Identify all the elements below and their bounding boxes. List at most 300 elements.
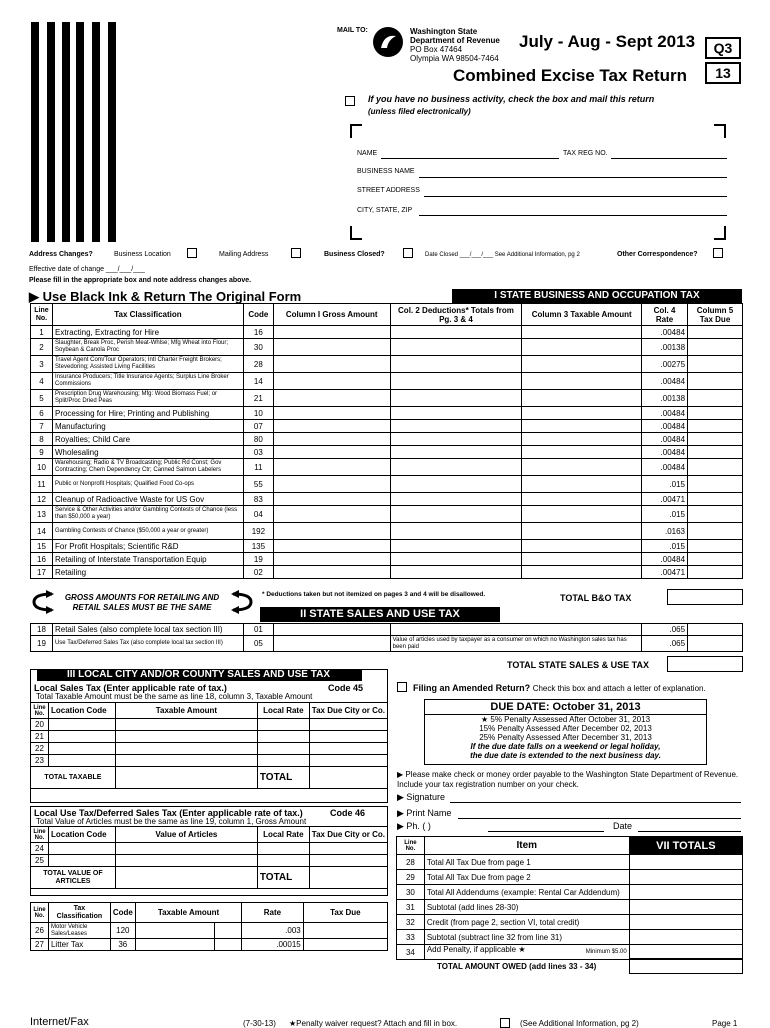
tax-due-field[interactable] <box>688 356 743 373</box>
tax-due-field[interactable] <box>688 373 743 390</box>
tax-code: 11 <box>243 459 273 476</box>
date-label: Date <box>613 821 633 831</box>
total-use-due-field[interactable] <box>309 867 387 889</box>
h-line: Line No. <box>31 304 53 326</box>
line-number: 18 <box>31 624 53 636</box>
local-use-code: Code 46 <box>330 808 366 818</box>
amount-field[interactable] <box>115 731 257 743</box>
h-item: Item <box>424 837 629 855</box>
item-text: Total All Tax Due from page 1 <box>426 857 531 867</box>
line-number: 19 <box>31 636 53 652</box>
tax-class: For Profit Hospitals; Scientific R&D <box>52 540 243 553</box>
total-bo-field[interactable] <box>667 589 743 605</box>
deductions-field[interactable] <box>390 326 522 339</box>
rate-field[interactable] <box>257 855 309 867</box>
tax-code: 14 <box>243 373 273 390</box>
tax-code: 192 <box>243 523 273 540</box>
h-value: Value of Articles <box>115 827 257 843</box>
tax-due-field[interactable] <box>688 476 743 493</box>
taxable-field[interactable] <box>215 939 242 951</box>
tax-class: Retail Sales (also complete local tax section III) <box>52 624 243 636</box>
fill-instruction: Please fill in the appropriate box and note address changes above. <box>29 277 252 284</box>
waiver-checkbox[interactable] <box>500 1018 510 1028</box>
taxable-field[interactable] <box>522 523 642 540</box>
tax-reg-label: TAX REG NO. <box>563 150 608 157</box>
po-box: PO Box 47464 <box>410 45 463 54</box>
taxable-field[interactable] <box>522 493 642 506</box>
taxable-field[interactable] <box>522 540 642 553</box>
line-number: 25 <box>31 855 49 867</box>
table-row <box>31 855 388 867</box>
location-code-field[interactable] <box>48 731 115 743</box>
name-label: NAME <box>357 150 378 157</box>
effective-date-label: Effective date of change ___/___/___ <box>29 266 145 273</box>
tax-class: Warehousing; Radio & TV Broadcasting; Public Rd Const; Gov Contracting; Chem Dependency Ctr; Canned Salmon Labelers <box>52 459 243 476</box>
tax-class: Travel Agent Com/Tour Operators; Intl Charter Freight Brokers; Stevedoring; Assisted Living Facilities <box>52 356 243 373</box>
tax-class: Wholesaling <box>52 446 243 459</box>
tax-rate: .00471 <box>642 566 688 579</box>
line-number: 14 <box>31 523 53 540</box>
total-value-label: TOTAL VALUE OF ARTICLES <box>31 867 116 889</box>
gross-amount-field[interactable] <box>273 624 390 636</box>
amount-field[interactable] <box>115 843 257 855</box>
no-activity-text: If you have no business activity, check the box and mail this return <box>368 94 655 104</box>
gross-amount-field[interactable] <box>273 390 390 407</box>
tax-code: 83 <box>243 493 273 506</box>
tax-due-field[interactable] <box>688 433 743 446</box>
rate-field[interactable] <box>257 719 309 731</box>
print-name-line[interactable] <box>458 818 741 819</box>
gross-amount-field[interactable] <box>273 339 390 356</box>
tax-due-field[interactable] <box>688 636 743 652</box>
deductions-field[interactable] <box>390 553 522 566</box>
total-amount-field[interactable] <box>629 915 742 930</box>
bo-tax-table <box>30 303 743 579</box>
table-row <box>31 553 743 566</box>
signature-line[interactable] <box>450 802 741 803</box>
taxable-field[interactable] <box>522 553 642 566</box>
amended-label: Filing an Amended Return? <box>413 683 531 693</box>
due-date-title: DUE DATE: October 31, 2013 <box>425 700 706 715</box>
tax-due-field[interactable] <box>688 523 743 540</box>
tax-class: Extracting, Extracting for Hire <box>52 326 243 339</box>
local-use-sub: Total Value of Articles must be the same as line 19, column 1, Gross Amount <box>36 817 307 826</box>
gross-amount-field[interactable] <box>273 476 390 493</box>
tax-rate: .00138 <box>642 390 688 407</box>
value-articles-note: Value of articles used by taxpayer as a consumer on which no Washington sales tax has been paid <box>390 636 642 652</box>
table-row <box>397 930 743 945</box>
deductions-field[interactable] <box>390 433 522 446</box>
total-taxable-label: TOTAL TAXABLE <box>31 767 116 789</box>
gross-amount-field[interactable] <box>273 373 390 390</box>
h-taxable: Taxable Amount <box>115 703 257 719</box>
table-row <box>397 855 743 870</box>
location-code-field[interactable] <box>48 855 115 867</box>
table-row <box>31 420 743 433</box>
taxable-field[interactable] <box>135 939 215 951</box>
penalty-line2: 15% Penalty Assessed After December 02, 2013 <box>479 724 652 733</box>
line-number: 11 <box>31 476 53 493</box>
print-name-label: ▶ Print Name <box>397 808 452 818</box>
phone-line[interactable] <box>488 831 604 832</box>
amount-field[interactable] <box>115 719 257 731</box>
line-number: 5 <box>31 390 53 407</box>
item-text: Credit (from page 2, section VI, total credit) <box>426 917 580 927</box>
total-amount-field[interactable] <box>629 930 742 945</box>
tax-code: 135 <box>243 540 273 553</box>
line-number: 33 <box>397 930 425 945</box>
form-title: Combined Excise Tax Return <box>453 66 687 85</box>
location-code-field[interactable] <box>48 755 115 767</box>
deductions-field[interactable] <box>390 523 522 540</box>
tax-due-field[interactable] <box>309 855 387 867</box>
gross-amount-field[interactable] <box>273 523 390 540</box>
deductions-field[interactable] <box>390 446 522 459</box>
table-row <box>31 459 743 476</box>
taxable-field[interactable] <box>215 923 242 939</box>
section1-title: I STATE BUSINESS AND OCCUPATION TAX <box>452 289 742 303</box>
table-row <box>397 900 743 915</box>
h-code: Code <box>110 903 135 923</box>
total-bo-label: TOTAL B&O TAX <box>560 593 632 603</box>
rate-field[interactable] <box>257 755 309 767</box>
waiver-text: ★Penalty waiver request? Attach and fill in box. <box>289 1019 458 1028</box>
taxable-field[interactable] <box>522 373 642 390</box>
taxable-field[interactable] <box>522 407 642 420</box>
tax-rate: .015 <box>642 540 688 553</box>
h-col1: Column I Gross Amount <box>273 304 390 326</box>
address-changes-label: Address Changes? <box>29 251 93 258</box>
deductions-field[interactable] <box>390 356 522 373</box>
tax-rate: .00484 <box>642 373 688 390</box>
line-number: 10 <box>31 459 53 476</box>
taxable-field[interactable] <box>522 420 642 433</box>
tax-due-field[interactable] <box>309 719 387 731</box>
item-text: Subtotal (subtract line 32 from line 31) <box>426 932 563 942</box>
holiday-line1: If the due date falls on a weekend or legal holiday, <box>470 742 661 751</box>
business-location-label: Business Location <box>114 251 171 258</box>
line-number: 1 <box>31 326 53 339</box>
city-label: CITY, STATE, ZIP <box>357 207 413 214</box>
local-sales-sub: Total Taxable Amount must be the same as line 18, column 3, Taxable Amount <box>36 692 313 701</box>
tax-due-field[interactable] <box>688 420 743 433</box>
tax-code: 36 <box>110 939 135 951</box>
taxable-field[interactable] <box>522 446 642 459</box>
item-text: Subtotal (add lines 28-30) <box>426 902 519 912</box>
tax-rate: .003 <box>242 923 304 939</box>
gross-amount-field[interactable] <box>273 566 390 579</box>
totals-title: VII TOTALS <box>629 837 742 855</box>
tax-rate: .065 <box>642 636 688 652</box>
line-number: 23 <box>31 755 49 767</box>
gross-amount-field[interactable] <box>273 493 390 506</box>
location-code-field[interactable] <box>48 843 115 855</box>
tax-code: 80 <box>243 433 273 446</box>
tax-rate: .00015 <box>242 939 304 951</box>
deductions-field[interactable] <box>390 373 522 390</box>
deductions-field[interactable] <box>390 540 522 553</box>
tax-due-field[interactable] <box>309 731 387 743</box>
agency-line2: Department of Revenue <box>410 36 500 45</box>
tax-due-field[interactable] <box>688 407 743 420</box>
arrow-right-icon: ▶ <box>397 808 407 818</box>
h-due: Tax Due City or Co. <box>309 703 387 719</box>
amount-field[interactable] <box>115 743 257 755</box>
item-label <box>424 915 629 930</box>
deductions-field[interactable] <box>390 390 522 407</box>
h-rate: Local Rate <box>257 703 309 719</box>
tax-rate: .00471 <box>642 493 688 506</box>
taxable-field[interactable] <box>522 506 642 523</box>
tax-due-field[interactable] <box>688 624 743 636</box>
h-rate: Local Rate <box>257 827 309 843</box>
gross-amount-field[interactable] <box>273 446 390 459</box>
gross-amount-field[interactable] <box>273 407 390 420</box>
line-number: 2 <box>31 339 53 356</box>
deductions-field[interactable] <box>390 420 522 433</box>
tax-class: Litter Tax <box>48 939 110 951</box>
section3-title: III LOCAL CITY AND/OR COUNTY SALES AND USE TAX <box>37 669 362 681</box>
gross-amount-field[interactable] <box>273 553 390 566</box>
location-code-field[interactable] <box>48 719 115 731</box>
tax-due-field[interactable] <box>688 446 743 459</box>
tax-class: Retailing of Interstate Transportation Equip <box>52 553 243 566</box>
gross-amount-field[interactable] <box>273 459 390 476</box>
local-sales-title: Local Sales Tax (Enter applicable rate of tax.) <box>34 683 227 693</box>
line-number: 31 <box>397 900 425 915</box>
tax-due-field[interactable] <box>309 843 387 855</box>
due-date-box <box>424 699 707 765</box>
h-due: Tax Due City or Co. <box>309 827 387 843</box>
line-number: 28 <box>397 855 425 870</box>
gross-amount-field[interactable] <box>273 636 390 652</box>
table-row <box>397 915 743 930</box>
deductions-field[interactable] <box>390 459 522 476</box>
tax-rate: .00484 <box>642 446 688 459</box>
business-location-checkbox[interactable] <box>187 248 197 258</box>
taxable-field[interactable] <box>390 624 642 636</box>
total-sales-field[interactable] <box>667 656 743 672</box>
h-code: Code <box>243 304 273 326</box>
tax-class: Service & Other Activities and/or Gambling Contests of Chance (less than $50,000 a year) <box>52 506 243 523</box>
tax-rate: .00484 <box>642 459 688 476</box>
line-number: 27 <box>31 939 49 951</box>
tax-class: Use Tax/Deferred Sales Tax (also complete local tax section III) <box>52 636 243 652</box>
arrow-right-icon: ▶ <box>397 770 406 779</box>
tax-code: 19 <box>243 553 273 566</box>
line-number: 13 <box>31 506 53 523</box>
penalty-line1: ★ 5% Penalty Assessed After October 31, 2013 <box>480 715 651 724</box>
table-row <box>31 731 388 743</box>
star-icon: ★ <box>518 945 526 954</box>
taxable-field[interactable] <box>522 326 642 339</box>
gross-amount-field[interactable] <box>273 420 390 433</box>
tax-due-field[interactable] <box>688 390 743 407</box>
star-icon: ★ <box>289 1019 297 1028</box>
amount-field[interactable] <box>115 855 257 867</box>
tax-class: Manufacturing <box>52 420 243 433</box>
item-text: Total All Addendums (example: Rental Car Addendum) <box>426 887 620 897</box>
business-closed-label: Business Closed? <box>324 251 385 258</box>
tax-due-field[interactable] <box>688 493 743 506</box>
mailing-address-checkbox[interactable] <box>291 248 301 258</box>
rate-field[interactable] <box>257 731 309 743</box>
item-label <box>424 885 629 900</box>
additional-info: (See Additional Information, pg 2) <box>520 1019 639 1028</box>
tax-due-field[interactable] <box>688 506 743 523</box>
date-line[interactable] <box>638 831 741 832</box>
tax-code: 16 <box>243 326 273 339</box>
gross-amount-field[interactable] <box>273 506 390 523</box>
tax-due-field[interactable] <box>688 459 743 476</box>
dor-logo-icon <box>372 26 404 58</box>
taxable-field[interactable] <box>522 390 642 407</box>
deductions-field[interactable] <box>390 407 522 420</box>
tax-due-field[interactable] <box>309 755 387 767</box>
item-label <box>424 945 629 960</box>
table-row <box>31 373 743 390</box>
local-sales-table <box>30 702 388 789</box>
tax-rate: .00484 <box>642 553 688 566</box>
h-line: Line No. <box>31 903 49 923</box>
h-class: Tax Classification <box>48 903 110 923</box>
line-number: 6 <box>31 407 53 420</box>
h-col2: Col. 2 Deductions* Totals from Pg. 3 & 4 <box>390 304 522 326</box>
tax-class: Retailing <box>52 566 243 579</box>
signature-label: ▶ Signature <box>397 792 445 802</box>
holiday-line2: the due date is extended to the next business day. <box>470 751 661 760</box>
line-number: 20 <box>31 719 49 731</box>
tax-due-field[interactable] <box>303 939 387 951</box>
other-correspondence-checkbox[interactable] <box>713 248 723 258</box>
tax-due-field[interactable] <box>309 743 387 755</box>
h-col3: Column 3 Taxable Amount <box>522 304 642 326</box>
gross-amount-field[interactable] <box>273 326 390 339</box>
minimum-note: Minimum $5.00 <box>585 949 627 955</box>
table-row <box>31 476 743 493</box>
tax-rate: .00275 <box>642 356 688 373</box>
curved-arrow-icon <box>229 590 255 614</box>
tax-due-field[interactable] <box>688 566 743 579</box>
total-label: TOTAL <box>257 867 309 889</box>
taxable-field[interactable] <box>522 433 642 446</box>
rate-field[interactable] <box>257 743 309 755</box>
deductions-field[interactable] <box>390 476 522 493</box>
total-owed-field[interactable] <box>629 958 743 974</box>
phone-label: ▶ Ph. ( ) <box>397 821 431 831</box>
deductions-field[interactable] <box>390 339 522 356</box>
tax-class: Gambling Contests of Chance ($50,000 a year or greater) <box>52 523 243 540</box>
tax-class: Public or Nonprofit Hospitals; Qualified Food Co-ops <box>52 476 243 493</box>
tax-code: 02 <box>243 566 273 579</box>
location-code-field[interactable] <box>48 743 115 755</box>
gross-amount-field[interactable] <box>273 356 390 373</box>
line-number: 15 <box>31 540 53 553</box>
deductions-field[interactable] <box>390 493 522 506</box>
table-row <box>31 433 743 446</box>
arrow-right-icon: ▶ <box>397 792 407 802</box>
street-label: STREET ADDRESS <box>357 187 420 194</box>
tax-code: 03 <box>243 446 273 459</box>
line-number: 34 <box>397 945 425 960</box>
tax-rate: .015 <box>642 506 688 523</box>
total-taxable-field[interactable] <box>115 767 257 789</box>
taxable-field[interactable] <box>522 476 642 493</box>
taxable-field[interactable] <box>522 339 642 356</box>
section2-title: II STATE SALES AND USE TAX <box>260 607 500 622</box>
tax-due-field[interactable] <box>688 553 743 566</box>
deductions-field[interactable] <box>390 566 522 579</box>
tax-code: 10 <box>243 407 273 420</box>
h-location: Location Code <box>48 703 115 719</box>
tax-due-field[interactable] <box>303 923 387 939</box>
tax-rate: .00484 <box>642 433 688 446</box>
item-label <box>424 930 629 945</box>
line-number: 29 <box>397 870 425 885</box>
business-closed-checkbox[interactable] <box>403 248 413 258</box>
item-label <box>424 855 629 870</box>
taxable-field[interactable] <box>522 459 642 476</box>
gross-amount-field[interactable] <box>273 540 390 553</box>
totals-table <box>396 836 743 960</box>
line-number: 17 <box>31 566 53 579</box>
amount-field[interactable] <box>115 755 257 767</box>
taxable-field[interactable] <box>135 923 215 939</box>
table-row <box>31 446 743 459</box>
amended-checkbox[interactable] <box>397 682 407 692</box>
tax-code: 01 <box>243 624 273 636</box>
tax-due-field[interactable] <box>688 339 743 356</box>
tax-code: 21 <box>243 390 273 407</box>
total-amount-field[interactable] <box>629 855 742 870</box>
tax-code: 07 <box>243 420 273 433</box>
rate-field[interactable] <box>257 843 309 855</box>
item-text: Total All Tax Due from page 2 <box>426 872 531 882</box>
tax-due-field[interactable] <box>688 326 743 339</box>
total-amount-field[interactable] <box>629 885 742 900</box>
deductions-note: * Deductions taken but not itemized on pages 3 and 4 will be disallowed. <box>262 591 486 598</box>
black-ink-banner: ▶ Use Black Ink & Return The Original Form <box>29 289 302 304</box>
h-line: Line No. <box>397 837 425 855</box>
total-amount-field[interactable] <box>629 900 742 915</box>
tax-due-field[interactable] <box>688 540 743 553</box>
tax-class: Processing for Hire; Printing and Publishing <box>52 407 243 420</box>
table-row <box>31 743 388 755</box>
taxable-field[interactable] <box>522 566 642 579</box>
total-due-field[interactable] <box>309 767 387 789</box>
item-label <box>424 900 629 915</box>
table-row <box>31 356 743 373</box>
line-number: 24 <box>31 843 49 855</box>
arrow-right-icon: ▶ <box>29 289 39 304</box>
local-sales-code: Code 45 <box>328 683 364 693</box>
gross-amount-field[interactable] <box>273 433 390 446</box>
other-correspondence-label: Other Correspondence? <box>617 251 698 258</box>
line-number: 26 <box>31 923 49 939</box>
tax-rate: .015 <box>642 476 688 493</box>
line-number: 9 <box>31 446 53 459</box>
no-activity-checkbox[interactable] <box>345 96 355 106</box>
total-amount-field[interactable] <box>629 870 742 885</box>
total-value-field[interactable] <box>115 867 257 889</box>
item-text: Add Penalty, if applicable <box>426 945 517 954</box>
tax-code: 05 <box>243 636 273 652</box>
tax-rate: .00484 <box>642 407 688 420</box>
page-number: Page 1 <box>712 1019 738 1028</box>
deductions-field[interactable] <box>390 506 522 523</box>
taxable-field[interactable] <box>522 356 642 373</box>
tax-rate: .0163 <box>642 523 688 540</box>
